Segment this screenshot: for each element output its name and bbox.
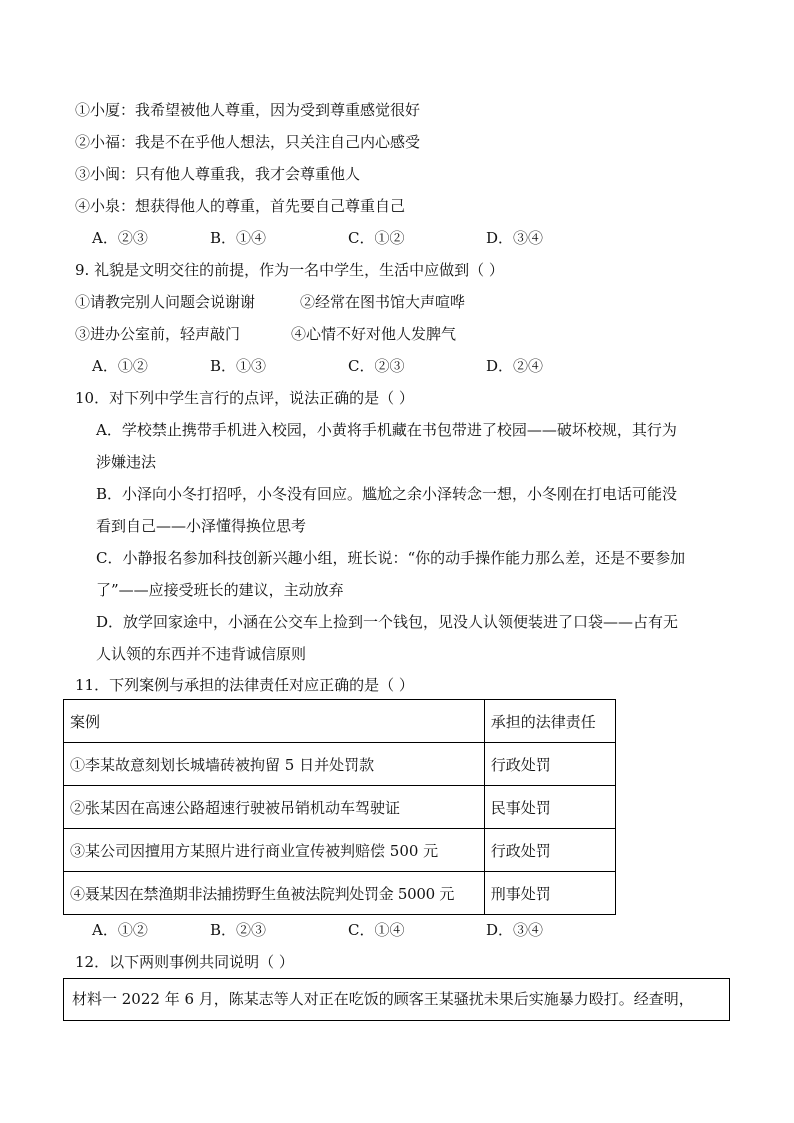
q9-option-a: A．①②	[92, 357, 148, 375]
q12-material-box	[63, 978, 730, 1021]
table-header-row	[64, 700, 616, 743]
table-cell-liability: 行政处罚	[484, 743, 615, 786]
table-cell-liability: 刑事处罚	[484, 872, 615, 915]
q8-statement-1: ①小厦：我希望被他人尊重，因为受到尊重感觉很好	[75, 101, 421, 119]
q11-option-c: C．①④	[348, 921, 405, 939]
q11-option-b: B．②③	[210, 921, 267, 939]
table-header-case: 案例	[64, 700, 485, 743]
q9-statement-4: ④心情不好对他人发脾气	[291, 325, 457, 343]
q8-statement-4: ④小泉：想获得他人的尊重，首先要自己尊重自己	[75, 197, 406, 215]
table-cell-liability: 民事处罚	[484, 786, 615, 829]
q12-stem: 12．以下两则事例共同说明（ ）	[75, 953, 294, 971]
q8-option-c: C．①②	[348, 229, 405, 247]
q10-option-a-line-1: A．学校禁止携带手机进入校园，小黄将手机藏在书包带进了校园——破坏校规，其行为	[96, 421, 677, 439]
q9-statement-1: ①请教完别人问题会说谢谢	[75, 293, 256, 311]
q10-option-b-line-1: B．小泽向小冬打招呼，小冬没有回应。尴尬之余小泽转念一想，小冬刚在打电话可能没	[96, 485, 678, 503]
q12-material-text: 材料一 2022 年 6 月，陈某志等人对正在吃饭的顾客王某骚扰未果后实施暴力殴打。经查明，	[72, 990, 694, 1008]
table-cell-liability: 行政处罚	[484, 829, 615, 872]
q9-option-b: B．①③	[210, 357, 267, 375]
table-cell-case: ③某公司因擅用方某照片进行商业宣传被判赔偿 500 元	[64, 829, 485, 872]
q8-statement-2: ②小福：我是不在乎他人想法，只关注自己内心感受	[75, 133, 421, 151]
table-row	[64, 743, 616, 786]
q10-stem: 10．对下列中学生言行的点评，说法正确的是（ ）	[75, 389, 414, 407]
q11-option-a: A．①②	[92, 921, 148, 939]
table-cell-case: ②张某因在高速公路超速行驶被吊销机动车驾驶证	[64, 786, 485, 829]
q8-statement-3: ③小闽：只有他人尊重我，我才会尊重他人	[75, 165, 361, 183]
q9-option-d: D．②④	[486, 357, 544, 375]
q10-option-d-line-2: 人认领的东西并不违背诚信原则	[96, 645, 307, 663]
q9-statement-2: ②经常在图书馆大声喧哗	[300, 293, 466, 311]
table-row	[64, 872, 616, 915]
q11-option-d: D．③④	[486, 921, 544, 939]
q10-option-c-line-1: C．小静报名参加科技创新兴趣小组，班长说：“你的动手操作能力那么差，还是不要参加	[96, 549, 686, 567]
q9-stem: 9. 礼貌是文明交往的前提，作为一名中学生，生活中应做到（ ）	[75, 261, 504, 279]
table-cell-case: ④聂某因在禁渔期非法捕捞野生鱼被法院判处罚金 5000 元	[64, 872, 485, 915]
table-header-liability: 承担的法律责任	[484, 700, 615, 743]
q9-statement-3: ③进办公室前，轻声敲门	[75, 325, 241, 343]
q9-option-c: C．②③	[348, 357, 405, 375]
q8-option-d: D．③④	[486, 229, 544, 247]
q10-option-d-line-1: D．放学回家途中，小涵在公交车上捡到一个钱包，见没人认领便装进了口袋——占有无	[96, 613, 679, 631]
q10-option-b-line-2: 看到自己——小泽懂得换位思考	[96, 517, 307, 535]
q11-case-table	[63, 699, 616, 915]
q10-option-c-line-2: 了”——应接受班长的建议，主动放弃	[96, 581, 344, 599]
table-row	[64, 829, 616, 872]
q11-stem: 11．下列案例与承担的法律责任对应正确的是（ ）	[75, 676, 414, 694]
q10-option-a-line-2: 涉嫌违法	[96, 453, 157, 471]
table-cell-case: ①李某故意刻划长城墙砖被拘留 5 日并处罚款	[64, 743, 485, 786]
q8-option-a: A．②③	[92, 229, 148, 247]
q8-option-b: B．①④	[210, 229, 267, 247]
table-row	[64, 786, 616, 829]
